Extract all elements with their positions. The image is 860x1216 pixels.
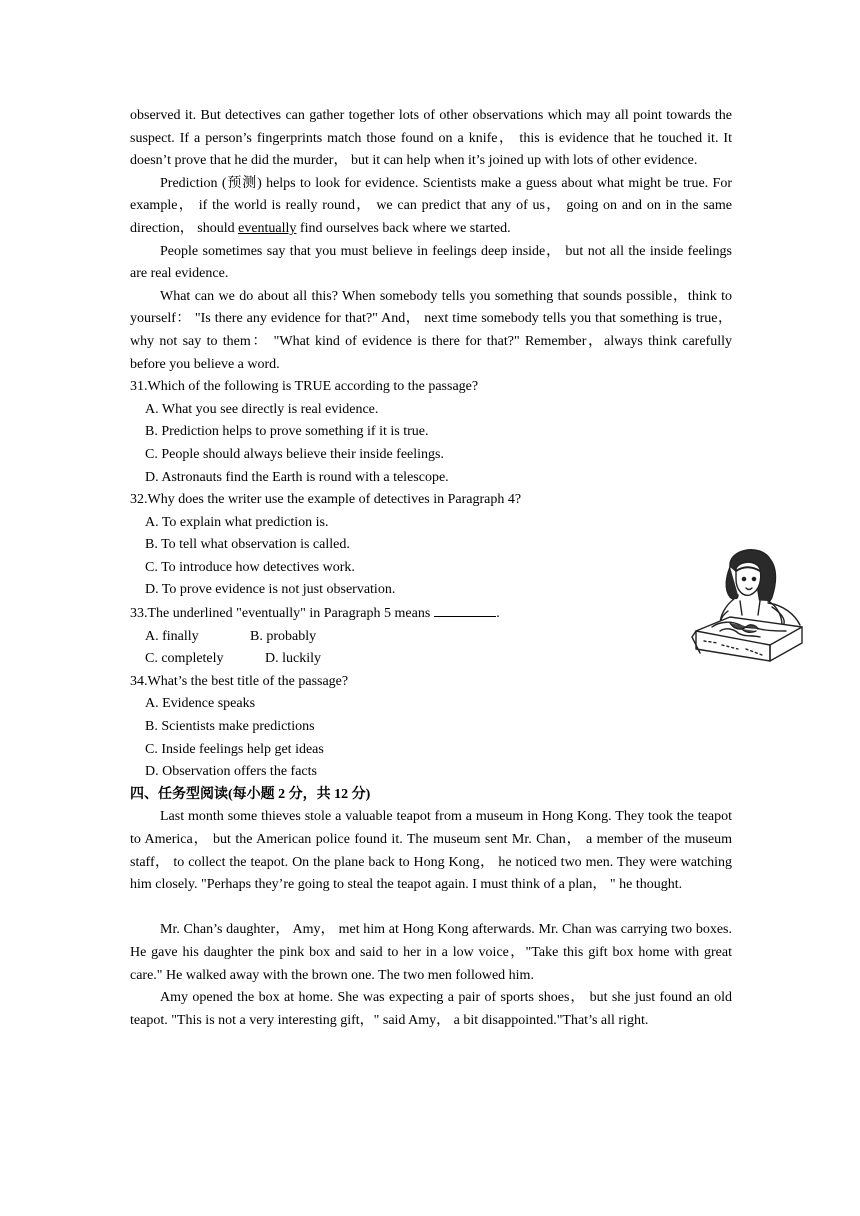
question-31 <box>130 376 732 489</box>
question-33 <box>130 602 732 671</box>
option-c: C. To introduce how detectives work. <box>145 559 355 575</box>
paragraph-final: What can we do about all this? When somebody tells you something that sounds possible，think to yourself： "Is there any evidence for that?" And， next time somebody tells you that something is true， why not say to them： "What kind of evidence is there for that?" Remember，always think carefully before you believe a word. <box>130 288 732 372</box>
option-d: D. Astronauts find the Earth is round with a telescope. <box>145 469 449 485</box>
option-row-ab <box>130 626 732 649</box>
option-c: C. Inside feelings help get ideas <box>145 741 324 757</box>
question-stem-end: . <box>496 606 500 622</box>
paragraph-feelings: People sometimes say that you must believe in feelings deep inside， but not all the inside feelings are real evidence. <box>130 243 732 282</box>
option-b: B. Scientists make predictions <box>145 719 315 735</box>
paragraph-detectives: observed it. But detectives can gather together lots of other observations which may all point towards the suspect. If a person’s fingerprints match those found on a knife， this is evidence that he touched it. It doesn’t prove that he did the murder， but it can help when it’s joined up with lots of other evidence. <box>130 108 732 169</box>
question-32 <box>130 489 732 602</box>
paragraph-prediction <box>130 173 732 241</box>
paragraph-teapot-3: Amy opened the box at home. She was expecting a pair of sports shoes， but she just found an old teapot. "This is not a very interesting gift，" said Amy， a bit disappointed."That’s all right. <box>130 990 732 1028</box>
option-a: A. To explain what prediction is. <box>145 514 329 530</box>
option-row-cd <box>130 648 732 671</box>
paragraph-teapot-2: Mr. Chan’s daughter， Amy， met him at Hong Kong afterwards. Mr. Chan was carrying two boxes. He gave his daughter the pink box and said to her in a low voice，"Take this gift box home with great care." He walked away with the brown one. The two men followed him. <box>130 922 732 983</box>
option-a: A. Evidence speaks <box>145 696 256 712</box>
option-b: B. To tell what observation is called. <box>145 537 350 553</box>
document-content <box>130 105 732 1032</box>
paragraph-gap <box>130 897 732 920</box>
question-stem-text: 33.The underlined "eventually" in Paragraph 5 means <box>130 606 431 622</box>
option-d: D. luckily <box>265 651 321 667</box>
option-b: B. Prediction helps to prove something if it is true. <box>145 424 429 440</box>
question-stem: 34.What’s the best title of the passage? <box>130 673 349 689</box>
prediction-text-before: Prediction (预测) helps to look for evidence. Scientists make a guess about what might be true. For example， if the world is really round， we can predict that any of us， going on and on in the same direction， should <box>130 175 732 236</box>
prediction-text-after: find ourselves back where we started. <box>296 220 511 236</box>
paragraph-teapot-1: Last month some thieves stole a valuable teapot from a museum in Hong Kong. They took the teapot to America， but the American police found it. The museum sent Mr. Chan， a member of the museum staff， to collect the teapot. On the plane back to Hong Kong， he noticed two men. They were watching him closely. "Perhaps they’re going to steal the teapot again. I must think of a plan， " he thought. <box>130 809 732 893</box>
underlined-word-eventually: eventually <box>238 220 297 236</box>
section-heading: 四、任务型阅读(每小题 2 分，共 12 分) <box>130 786 371 802</box>
question-stem: 32.Why does the writer use the example of detectives in Paragraph 4? <box>130 492 522 508</box>
girl-with-gift-box-illustration <box>690 545 805 663</box>
option-c: C. People should always believe their inside feelings. <box>145 446 444 462</box>
answer-blank <box>434 602 496 617</box>
question-34 <box>130 671 732 784</box>
option-b: B. probably <box>250 628 317 644</box>
option-d: D. To prove evidence is not just observation. <box>145 582 396 598</box>
option-a: A. finally <box>145 628 199 644</box>
option-d: D. Observation offers the facts <box>145 764 317 780</box>
question-stem <box>130 602 732 626</box>
option-c: C. completely <box>145 651 224 667</box>
question-stem: 31.Which of the following is TRUE according to the passage? <box>130 379 479 395</box>
option-a: A. What you see directly is real evidence. <box>145 401 379 417</box>
